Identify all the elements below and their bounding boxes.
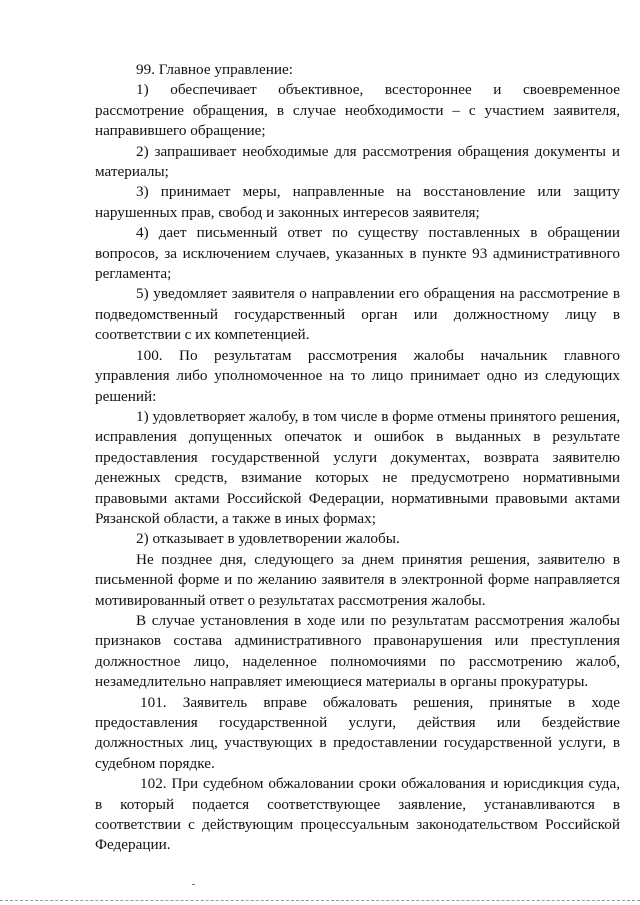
paragraph-100-item-2: 2) отказывает в удовлетворении жалобы. <box>136 530 400 548</box>
paragraph-99-item-2: 2) запрашивает необходимые для рассмотрения обращения документы и материалы; <box>95 142 620 181</box>
paragraph-99-item-4: 4) дает письменный ответ по существу поставленных в обращении вопросов, за исключением случаев, указанных в пункте 93 административного регламента; <box>95 224 620 283</box>
paragraph-99-item-3: 3) принимает меры, направленные на восстановление или защиту нарушенных прав, свобод и законных интересов заявителя; <box>95 183 620 221</box>
scan-mark <box>192 884 195 885</box>
document-body <box>95 60 620 856</box>
paragraph-102: 102. При судебном обжаловании сроки обжалования и юрисдикция суда, в который подается соответствующее заявление, устанавливаются в соответствии с действующим процессуальным законодательством Российской Федерации. <box>95 775 620 854</box>
paragraph-101: 101. Заявитель вправе обжаловать решения, принятые в ходе предоставления государственной услуги, действия или бездействие должностных лиц, участвующих в предоставлении государственной услуги, в судебном порядке. <box>95 693 620 772</box>
paragraph-100: 100. По результатам рассмотрения жалобы начальник главного управления либо уполномоченное на то лицо принимает одно из следующих решений: <box>95 346 620 405</box>
page-bottom-edge <box>0 900 640 901</box>
paragraph-99-heading: 99. Главное управление: <box>136 61 293 78</box>
paragraph-99-item-1: 1) обеспечивает объективное, всестороннее и своевременное рассмотрение обращения, в случае необходимости – с участием заявителя, направившего обращение; <box>95 81 620 140</box>
paragraph-100-item-1: 1) удовлетворяет жалобу, в том числе в форме отмены принятого решения, исправления допущенных опечаток и ошибок в выданных в результате предоставления государственной услуги документах, возврата заявителю денежных средств, взимание которых не предусмотрено нормативными правовыми актами Российской Федерации, нормативными правовыми актами Рязанской области, а также в иных формах; <box>95 407 620 527</box>
paragraph-99-item-5: 5) уведомляет заявителя о направлении его обращения на рассмотрение в подведомственный государственный орган или должностному лицу в соответствии с их компетенцией. <box>95 285 620 344</box>
paragraph-response: Не позднее дня, следующего за днем принятия решения, заявителю в письменной форме и по желанию заявителя в электронной форме направляется мотивированный ответ о результатах рассмотрения жалобы. <box>95 550 620 609</box>
paragraph-prosecution: В случае установления в ходе или по результатам рассмотрения жалобы признаков состава административного правонарушения или преступления должностное лицо, наделенное полномочиями по рассмотрению жалоб, незамедлительно направляет имеющиеся материалы в органы прокуратуры. <box>95 611 620 691</box>
